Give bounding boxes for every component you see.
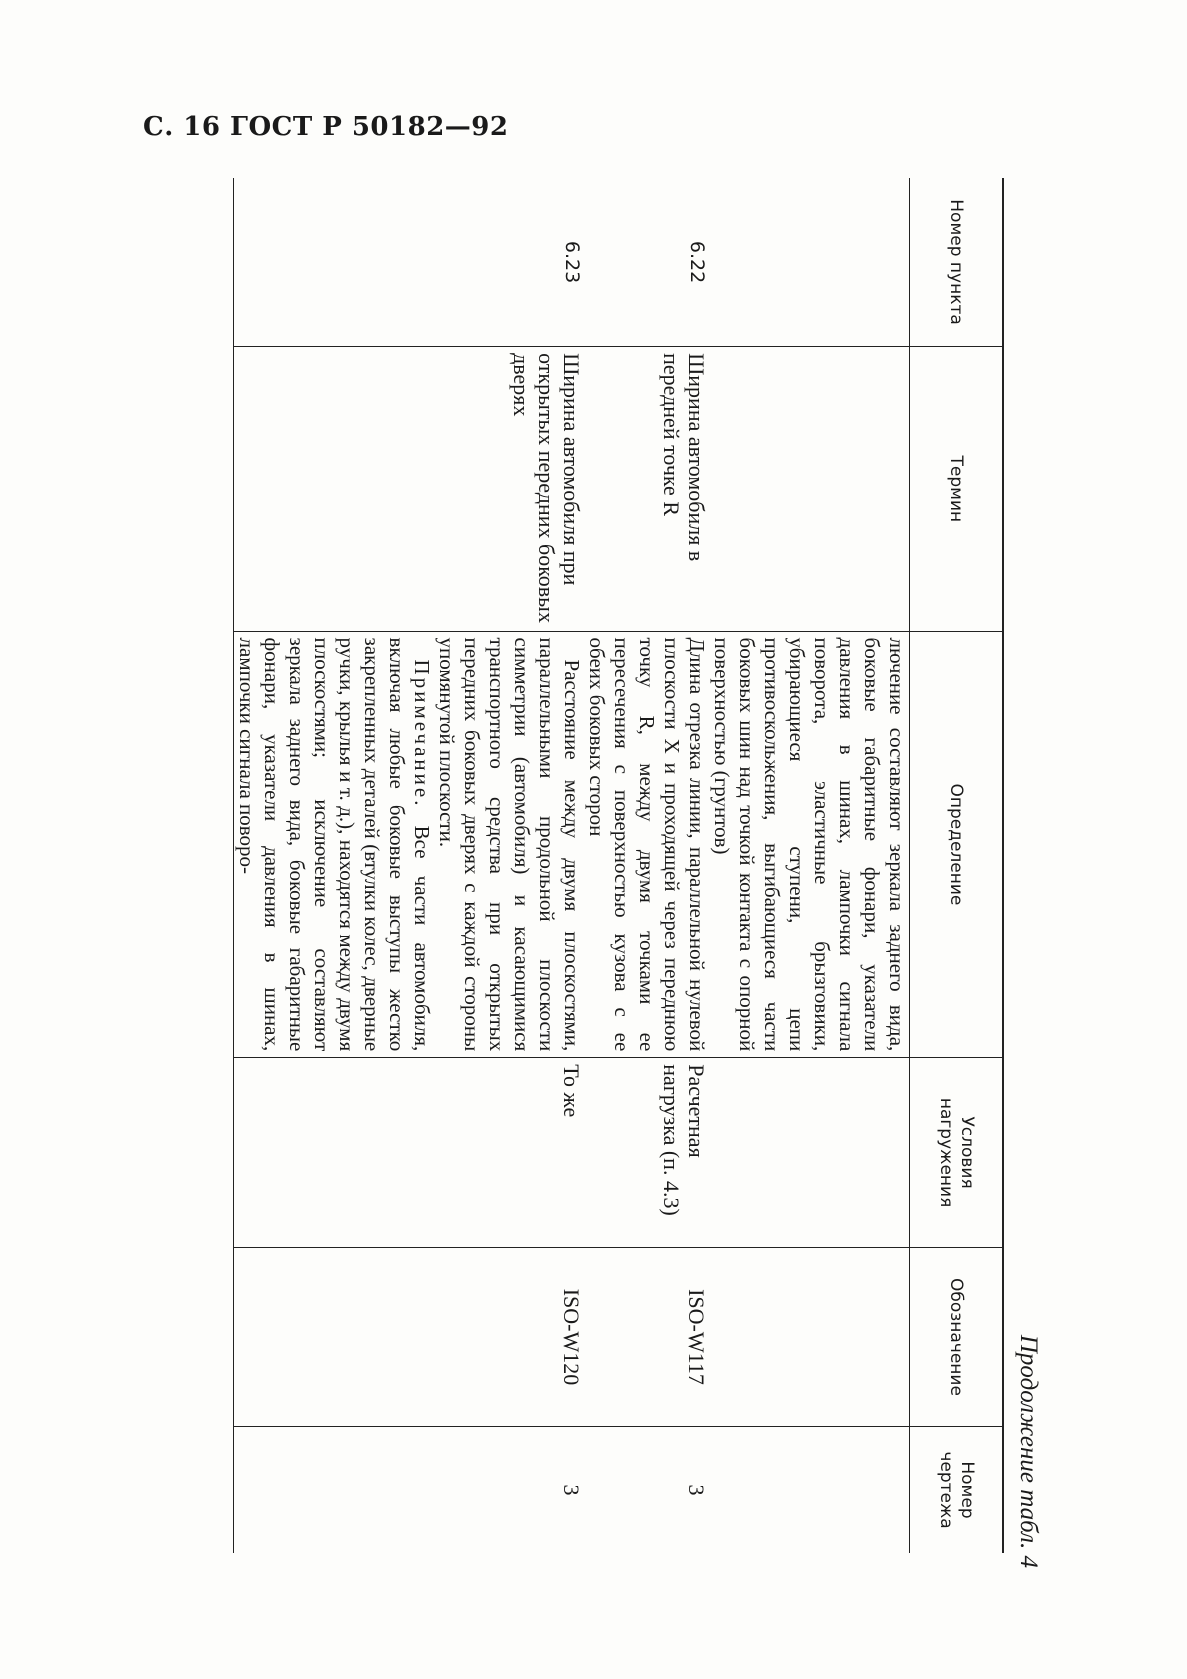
cell-empty — [709, 1427, 910, 1553]
row-number: 6.23 — [234, 178, 585, 347]
row-conditions: То же — [234, 1058, 585, 1248]
page-header: С. 16 ГОСТ Р 50182—92 — [143, 112, 509, 142]
header-num: Номер пункта — [910, 178, 1004, 347]
definition-text: Расстояние между двумя плоскостями, параллельными продольной плоскости симметрии (автомобиля) и касающимися транспортного средства при открытых передних боковых дверях с каждой стороны упомянутой плоскости. — [435, 637, 584, 1052]
table-row-continued — [709, 178, 910, 1553]
note-label: Примечание. — [410, 659, 434, 809]
rotated-table-area — [140, 178, 1050, 1588]
cell-empty — [709, 347, 910, 631]
note — [234, 638, 434, 1052]
continuation-label: Продолжение табл. 4 — [1015, 1334, 1042, 1568]
row-definition — [584, 631, 709, 1058]
header-conditions: Условия нагружения — [910, 1058, 1004, 1248]
row-term: Ширина автомобиля в передней точке R — [584, 347, 709, 631]
continued-text: лючение составляют зеркала заднего вида, боковые габаритные фонари, указатели давления в шинах, лампочки сигнала поворота, эластичные брызговики, убирающиеся ступени, цепи противоскольжения, выгибающиеся части боковых шин над точкой контакта с опорной поверхностью (грунтов) — [710, 637, 909, 1052]
header-drawing: Номер чертежа — [910, 1427, 1004, 1553]
header-designation: Обозначение — [910, 1247, 1004, 1426]
definition-text: Длина отрезка линии, параллельной нулевой плоскости X и проходящей через переднюю точку R, между двумя точками ее пересечения с поверхностью кузова с ее обеих боковых сторон — [585, 637, 709, 1052]
cell-empty — [709, 178, 910, 347]
header-definition: Определение — [910, 631, 1004, 1058]
terms-table — [233, 178, 1004, 1553]
row-term: Ширина автомобиля при открытых передних боковых дверях — [234, 347, 585, 631]
cell-continued-definition — [709, 631, 910, 1058]
note-text: Все части автомобиля, включая любые боковые выступы жестко закрепленных деталей (втулки колес, дверные ручки, крылья и т. д.), находятся между двумя плоскостями; исключение составляют зеркала заднего вида, боковые габаритные фонари, указатели давления в шинах, лампочки сигнала поворо- — [235, 637, 434, 1052]
table-row — [234, 178, 585, 1553]
row-drawing: 3 — [584, 1427, 709, 1553]
row-definition — [234, 631, 585, 1058]
row-designation: ISO-W117 — [584, 1247, 709, 1426]
cell-empty — [709, 1247, 910, 1426]
header-term: Термин — [910, 347, 1004, 631]
table-header-row — [910, 178, 1004, 1553]
table-row — [584, 178, 709, 1553]
row-number: 6.22 — [584, 178, 709, 347]
row-conditions: Расчетная нагрузка (п. 4.3) — [584, 1058, 709, 1248]
row-designation: ISO-W120 — [234, 1247, 585, 1426]
row-drawing: 3 — [234, 1427, 585, 1553]
cell-empty — [709, 1058, 910, 1248]
